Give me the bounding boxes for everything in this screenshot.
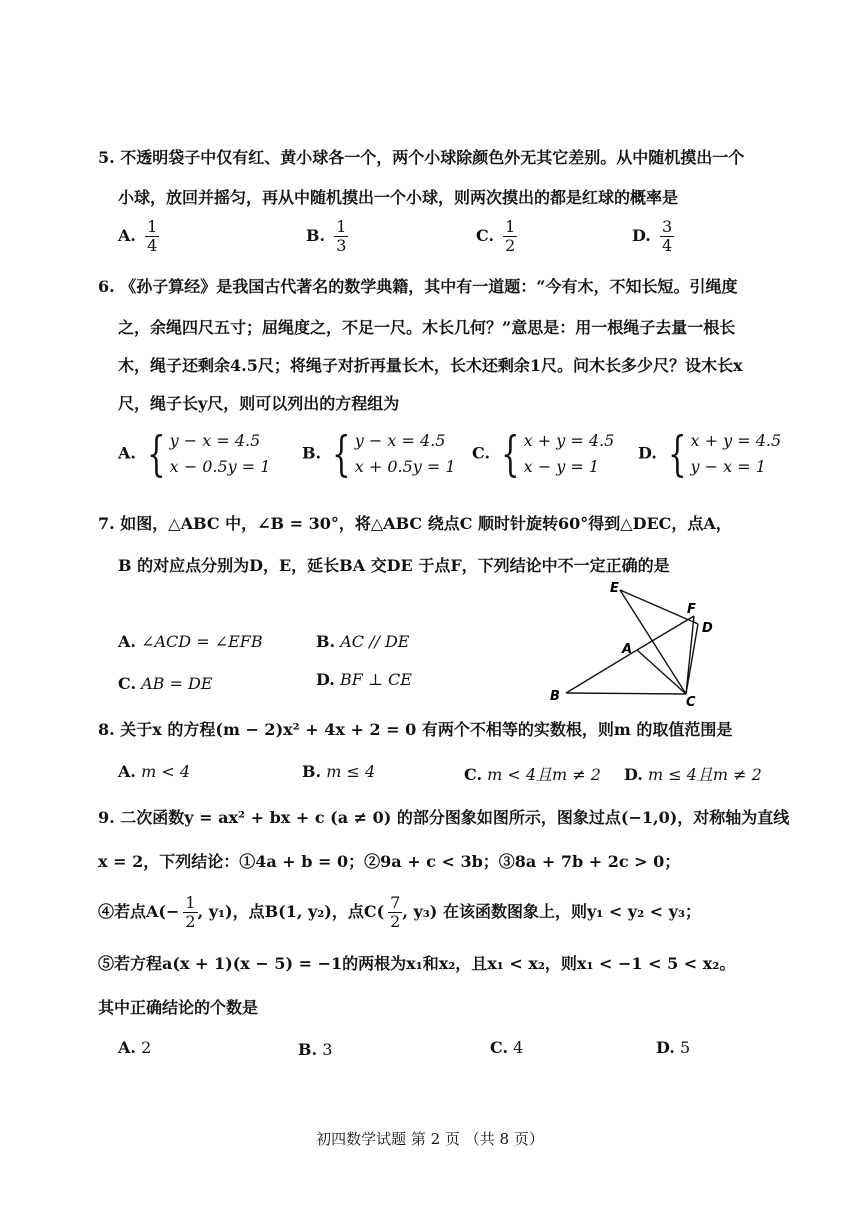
option-text: m < 4且m ≠ 2 [487, 765, 601, 784]
equation: x + y = 4.5 [690, 431, 782, 450]
equation-system [141, 428, 270, 480]
option-text: 2 [141, 1038, 152, 1057]
label-a: A [622, 642, 633, 657]
option-label: A. [118, 226, 136, 245]
equation: x − y = 1 [523, 457, 600, 476]
option-label: A. [118, 762, 136, 781]
q6-line3: 木，绳子还剩余4.5尺；将绳子对折再量长木，长木还剩余1尺。问木长多少尺？设木长x [118, 356, 743, 375]
option-label: B. [302, 762, 322, 781]
q7-geometry-figure [548, 580, 748, 710]
option-text: m ≤ 4且m ≠ 2 [647, 765, 762, 784]
label-c: C [686, 695, 696, 710]
option-label: D. [656, 1038, 675, 1057]
q6-option-a [118, 428, 270, 480]
option-label: B. [316, 632, 336, 651]
q9-option-a [118, 1038, 151, 1057]
option-label: D. [624, 765, 643, 784]
q7-line2: B 的对应点分别为D，E，延长BA 交DE 于点F，下列结论中不一定正确的是 [118, 556, 670, 575]
q9-line5: 其中正确结论的个数是 [98, 998, 259, 1017]
equation: y − x = 1 [690, 457, 766, 476]
q8-option-b [302, 762, 375, 781]
q7-option-d [316, 670, 412, 689]
option-text: 3 [322, 1040, 333, 1059]
q5-option-d [632, 218, 674, 255]
text-segment: ④若点A(− [98, 902, 180, 921]
label-b: B [550, 689, 560, 704]
option-label: C. [476, 226, 495, 245]
equation-system [662, 428, 781, 480]
brace-icon: { [332, 426, 351, 482]
q5-option-c [476, 218, 517, 255]
fraction [388, 894, 402, 931]
fraction [660, 218, 674, 255]
denominator: 4 [661, 236, 673, 255]
numerator: 7 [390, 893, 401, 912]
text-segment: , y₃) 在该函数图象上，则y₁ < y₂ < y₃； [402, 902, 701, 921]
q8-option-d [624, 762, 762, 785]
option-text: m < 4 [141, 762, 191, 781]
q5-line2: 小球，放回并摇匀，再从中随机摸出一个小球，则两次摸出的都是红球的概率是 [118, 188, 679, 207]
q9-line1: 9. 二次函数y = ax² + bx + c (a ≠ 0) 的部分图象如图所示，图象过点(−1,0)，对称轴为直线 [98, 808, 790, 827]
option-label: C. [464, 765, 483, 784]
equation-system [495, 428, 614, 480]
q9-line4: ⑤若方程a(x + 1)(x − 5) = −1的两根为x₁和x₂，且x₁ < x₂，则x₁ < −1 < 5 < x₂。 [98, 954, 736, 973]
option-text: m ≤ 4 [326, 762, 376, 781]
equation: x − 0.5y = 1 [169, 457, 271, 476]
option-text: AC // DE [340, 632, 410, 651]
q9-line3 [98, 890, 701, 934]
q6-option-c [472, 428, 614, 480]
equation: y − x = 4.5 [169, 431, 261, 450]
numerator: 3 [661, 217, 673, 236]
segment-bc [566, 693, 686, 694]
q7-line1: 7. 如图，△ABC 中，∠B = 30°，将△ABC 绕点C 顺时针旋转60°得到△DEC，点A， [98, 514, 732, 533]
denominator: 2 [185, 912, 196, 931]
q6-option-d [638, 428, 781, 480]
fraction [503, 218, 517, 255]
denominator: 3 [336, 236, 347, 255]
option-label: B. [306, 226, 326, 245]
q8-line1: 8. 关于x 的方程(m − 2)x² + 4x + 2 = 0 有两个不相等的实数根，则m 的取值范围是 [98, 720, 733, 739]
option-label: D. [638, 443, 657, 463]
option-label: C. [490, 1038, 509, 1057]
option-label: C. [472, 443, 491, 463]
option-text: ∠ACD = ∠EFB [141, 632, 263, 651]
q6-line2: 之，余绳四尺五寸；屈绳度之，不足一尺。木长几何？”意思是：用一根绳子去量一根长 [118, 318, 736, 337]
brace-icon: { [147, 426, 166, 482]
q9-option-b [298, 1040, 332, 1059]
q5-option-a [118, 218, 159, 255]
option-label: B. [298, 1040, 318, 1059]
equation: y − x = 4.5 [354, 431, 446, 450]
denominator: 2 [390, 912, 401, 931]
text-segment: , y₁)，点B(1, y₂)，点C( [197, 902, 385, 921]
label-f: F [687, 602, 696, 617]
q5-line1: 5. 不透明袋子中仅有红、黄小球各一个，两个小球除颜色外无其它差别。从中随机摸出一个 [98, 148, 745, 167]
option-label: D. [316, 670, 335, 689]
equation: x + y = 4.5 [523, 431, 615, 450]
page-footer: 初四数学试题 第 2 页 （共 8 页） [316, 1130, 544, 1148]
q8-option-c [464, 762, 601, 785]
q6-option-b [302, 428, 456, 480]
fraction [145, 218, 159, 255]
brace-icon: { [668, 426, 687, 482]
q8-option-a [118, 762, 190, 781]
segment-af [637, 616, 694, 650]
brace-icon: { [501, 426, 520, 482]
option-label: D. [632, 226, 651, 245]
option-text: BF ⊥ CE [339, 670, 412, 689]
option-label: A. [118, 632, 136, 651]
q6-line1: 6. 《孙子算经》是我国古代著名的数学典籍，其中有一道题：“今有木，不知长短。引绳度 [98, 277, 738, 296]
fraction [334, 218, 348, 255]
label-d: D [702, 621, 713, 636]
option-text: AB = DE [141, 674, 213, 693]
numerator: 1 [185, 893, 196, 912]
numerator: 1 [147, 217, 158, 236]
q5-option-b [306, 218, 348, 255]
q7-option-b [316, 632, 409, 651]
denominator: 2 [505, 236, 516, 255]
option-label: A. [118, 1038, 136, 1057]
option-label: B. [302, 443, 322, 463]
q6-line4: 尺，绳子长y尺，则可以列出的方程组为 [118, 394, 400, 413]
denominator: 4 [147, 236, 158, 255]
option-text: 4 [513, 1038, 524, 1057]
q7-option-c [118, 674, 213, 693]
option-label: A. [118, 443, 136, 463]
equation-system [326, 428, 455, 480]
numerator: 1 [505, 217, 516, 236]
label-e: E [610, 581, 619, 596]
q7-option-a [118, 632, 263, 651]
option-label: C. [118, 674, 137, 693]
q9-option-c [490, 1038, 523, 1057]
option-text: 5 [679, 1038, 691, 1057]
q9-option-d [656, 1038, 690, 1057]
numerator: 1 [336, 217, 347, 236]
equation: x + 0.5y = 1 [354, 457, 456, 476]
fraction [183, 894, 197, 931]
q9-line2: x = 2，下列结论：①4a + b = 0；②9a + c < 3b；③8a + 7b + 2c > 0； [98, 852, 681, 871]
